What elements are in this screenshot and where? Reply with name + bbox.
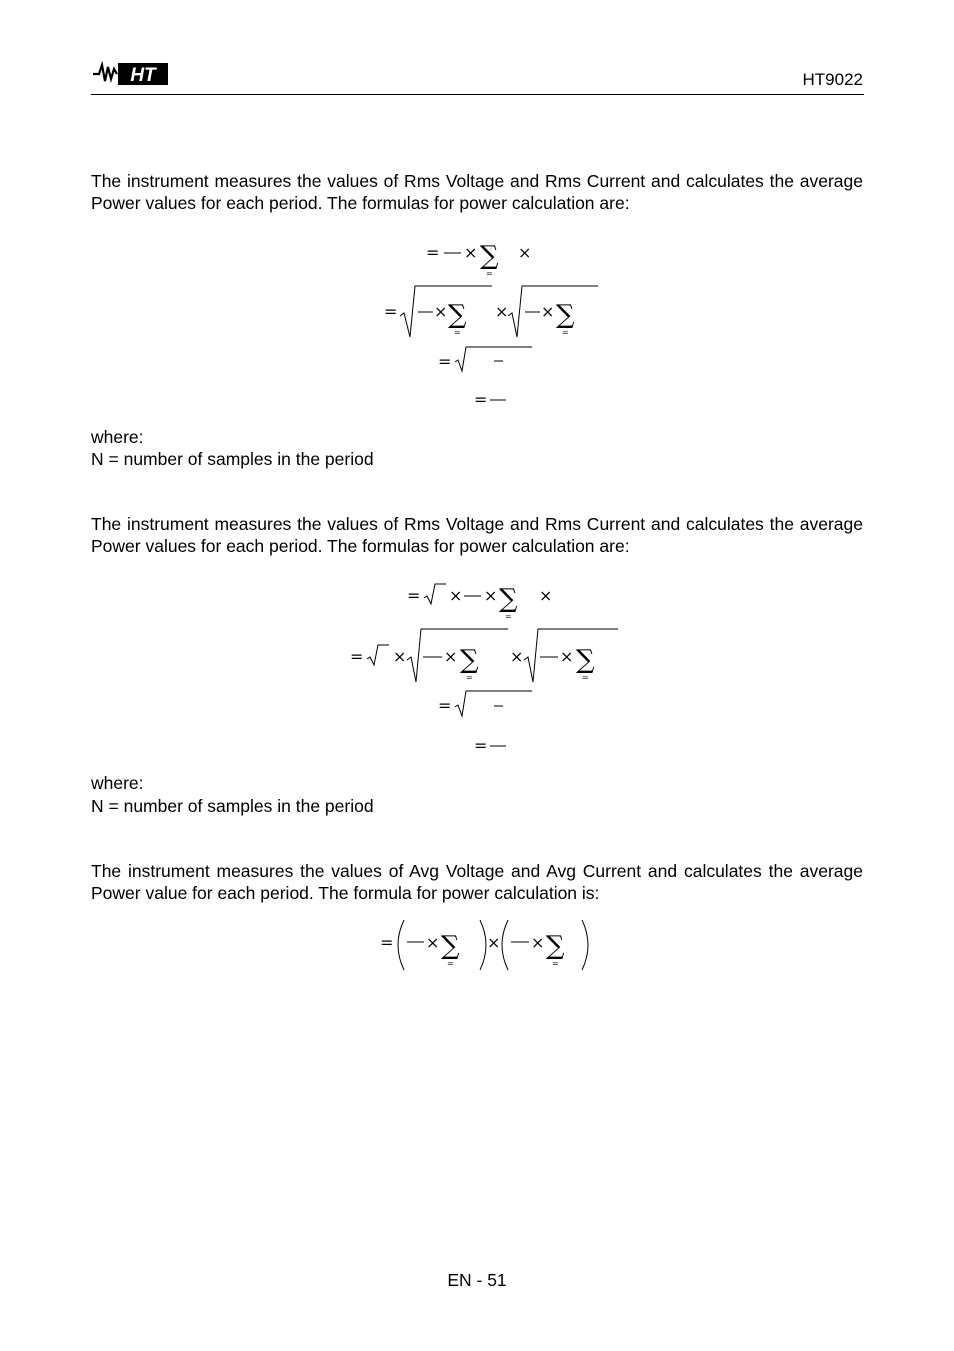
svg-text:=: =	[350, 647, 364, 666]
svg-text:×: ×	[487, 933, 501, 952]
svg-text:=: =	[438, 352, 452, 371]
svg-text:×: ×	[539, 586, 553, 605]
svg-text:×: ×	[484, 586, 498, 605]
formula-2-line-3	[438, 691, 532, 716]
formula-2-line-1	[407, 584, 552, 621]
svg-text:×: ×	[464, 243, 478, 262]
svg-text:×: ×	[444, 647, 458, 666]
section-1-where-label: where:	[91, 427, 144, 447]
logo-wave-icon	[93, 65, 117, 81]
svg-text:=: =	[486, 269, 493, 278]
svg-text:=: =	[552, 959, 559, 968]
svg-text:×: ×	[510, 647, 524, 666]
section-2-definition: N = number of samples in the period	[91, 796, 374, 816]
svg-text:=: =	[407, 586, 421, 605]
svg-text:=: =	[582, 673, 589, 682]
svg-text:×: ×	[531, 933, 545, 952]
svg-text:∑: ∑	[448, 300, 467, 330]
formula-1-line-4	[474, 390, 506, 409]
section-1-definition: N = number of samples in the period	[91, 449, 374, 469]
svg-text:×: ×	[541, 302, 555, 321]
svg-text:∑: ∑	[556, 300, 575, 330]
svg-text:=: =	[380, 933, 394, 952]
svg-text:∑: ∑	[460, 645, 479, 675]
svg-text:×: ×	[449, 586, 463, 605]
header-rule	[91, 94, 864, 95]
svg-text:∑: ∑	[441, 931, 460, 961]
svg-text:=: =	[474, 390, 488, 409]
page-number: EN - 51	[447, 1270, 507, 1290]
section-3-paragraph: The instrument measures the values of Avg Voltage and Avg Current and calculates the average Power value for each period. The formula for power calculation is:	[91, 861, 863, 903]
svg-text:∑: ∑	[546, 931, 565, 961]
formula-3-line-1	[380, 920, 588, 970]
logo-text: HT	[130, 65, 156, 86]
svg-text:∑: ∑	[576, 645, 595, 675]
formula-1-line-2	[384, 286, 598, 337]
formula-1-line-3	[438, 347, 532, 371]
formula-2-line-2	[350, 629, 618, 682]
svg-text:=: =	[454, 328, 461, 337]
svg-text:=: =	[438, 696, 452, 715]
svg-text:×: ×	[393, 647, 407, 666]
svg-text:=: =	[474, 736, 488, 755]
svg-text:=: =	[466, 673, 473, 682]
svg-text:×: ×	[426, 933, 440, 952]
formula-1-line-1	[426, 241, 531, 278]
svg-text:×: ×	[434, 302, 448, 321]
svg-text:×: ×	[495, 302, 509, 321]
ht-logo	[91, 61, 171, 87]
svg-text:∑: ∑	[480, 241, 499, 271]
svg-text:×: ×	[518, 243, 532, 262]
section-2-where-label: where:	[91, 773, 144, 793]
svg-text:=: =	[384, 302, 398, 321]
model-name: HT9022	[802, 70, 863, 89]
svg-text:=: =	[562, 328, 569, 337]
svg-text:=: =	[505, 612, 512, 621]
svg-text:=: =	[426, 243, 440, 262]
svg-text:=: =	[447, 959, 454, 968]
section-1-paragraph: The instrument measures the values of Rms Voltage and Rms Current and calculates the average Power values for each period. The formulas for power calculation are:	[91, 171, 863, 213]
section-2-paragraph: The instrument measures the values of Rms Voltage and Rms Current and calculates the average Power values for each period. The formulas for power calculation are:	[91, 514, 863, 556]
svg-text:∑: ∑	[499, 584, 518, 614]
formula-2-line-4	[474, 736, 506, 755]
svg-text:×: ×	[560, 647, 574, 666]
